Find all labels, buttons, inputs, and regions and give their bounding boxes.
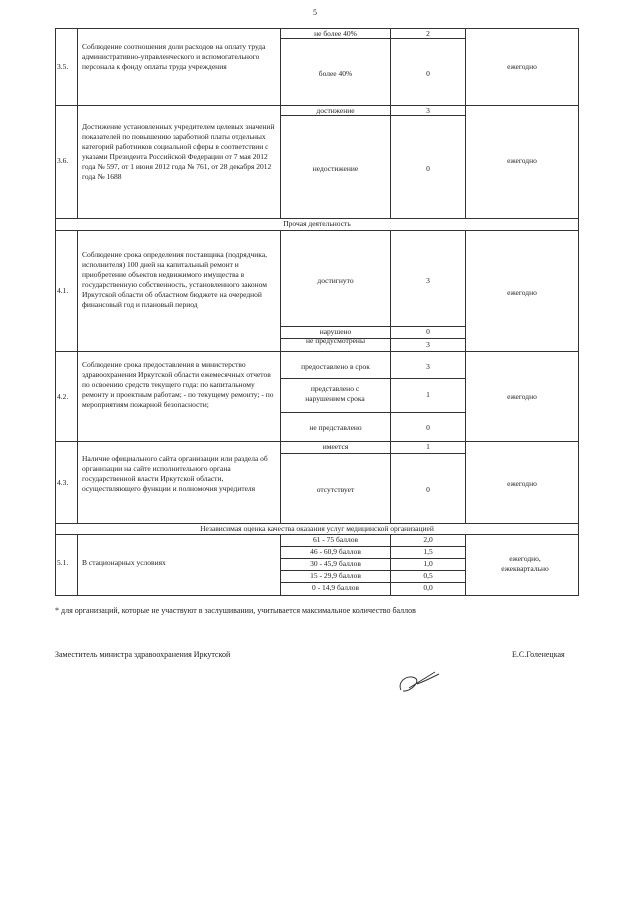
score-value: 0 <box>426 485 430 494</box>
condition-label: предоставлено в срок <box>301 362 370 371</box>
signatory-name: Е.С.Голенецкая <box>512 650 565 659</box>
row-number: 5.1. <box>57 558 69 567</box>
period-label: ежегодно, ежеквартально <box>501 554 549 573</box>
row-number: 4.2. <box>57 392 69 401</box>
score-value: 0 <box>426 327 430 336</box>
score-value: 0 <box>426 69 430 78</box>
grade-score: 0,0 <box>423 583 433 592</box>
score-value: 3 <box>426 340 430 349</box>
score-value: 0 <box>426 423 430 432</box>
grade-score: 1,0 <box>423 559 433 568</box>
row-number: 4.1. <box>57 286 69 295</box>
condition-label: нарушено <box>319 327 352 336</box>
criterion-text: Наличие официального сайта организации или раздела об организации на сайте исполнительного органа государственной власти Иркутской области, осуществляющего функции и полномочия учредителя <box>82 454 268 493</box>
grade-score: 2,0 <box>423 535 433 544</box>
score-value: 3 <box>426 106 430 115</box>
criterion-text: Соблюдение срока предоставления в министерство здравоохранения Иркутской области ежемесячных отчетов по освоению средств текущего года: по капитальному ремонту и проектным работам; - по текущему ремонту; - по мероприятиям пожарной безопасности; <box>82 360 274 409</box>
criterion-text: В стационарных условиях <box>82 558 166 567</box>
row-number: 4.3. <box>57 478 69 487</box>
period-label: ежегодно <box>507 479 537 488</box>
score-value: 3 <box>426 276 430 285</box>
score-value: 1 <box>426 442 430 451</box>
grade-range: 61 - 75 баллов <box>312 535 359 544</box>
period-label: ежегодно <box>507 288 537 297</box>
section-heading-quality: Независимая оценка качества оказания услуг медицинской организацией <box>200 524 434 533</box>
criterion-text: Соблюдение соотношения доли расходов на оплату труда административно-управленческого и вспомогательного персонала к фонду оплаты труда учреждения <box>82 42 266 71</box>
period-label: ежегодно <box>507 62 537 71</box>
period-label: ежегодно <box>507 156 537 165</box>
row-number: 3.5. <box>57 62 69 71</box>
section-heading-other: Прочая деятельность <box>283 219 351 228</box>
condition-label: более 40% <box>318 69 353 78</box>
condition-label: не более 40% <box>314 29 357 38</box>
condition-label: представлено с нарушением срока <box>305 384 365 403</box>
period-label: ежегодно <box>507 392 537 401</box>
condition-label: недостижение <box>312 164 359 173</box>
signatory-position: Заместитель министра здравоохранения Иркутской <box>55 650 231 659</box>
condition-label: отсутствует <box>316 485 355 494</box>
criterion-text: Соблюдение срока определения поставщика (подрядчика, исполнителя) 100 дней на капитальный ремонт и приобретение объектов недвижимого имущества в государственную собственность, установленного законом Иркутской области об областном бюджете на очередной финансовый год и плановый период <box>82 250 268 309</box>
score-value: 1 <box>426 390 430 399</box>
criterion-text: Достижение установленных учредителем целевых значений показателей по повышению заработной платы отдельных категорий работников социальной сферы в соответствии с указами Президента Российской Федерации от 7 мая 2012 года № 597, от 1 июня 2012 года № 761, от 28 декабря 2012 года № 1688 <box>82 122 275 181</box>
handwritten-signature <box>395 668 445 696</box>
grade-score: 0,5 <box>423 571 433 580</box>
score-value: 2 <box>426 29 430 38</box>
row-number: 3.6. <box>57 156 69 165</box>
grade-range: 30 - 45,9 баллов <box>310 559 361 568</box>
footnote: * для организаций, которые не участвуют в заслушивании, учитывается максимальное количество баллов <box>55 606 416 615</box>
grade-score: 1,5 <box>423 547 433 556</box>
score-value: 3 <box>426 362 430 371</box>
grade-range: 46 - 60,9 баллов <box>310 547 361 556</box>
condition-label: не представлено <box>309 423 362 432</box>
condition-label: не предусмотрены <box>305 336 365 345</box>
page-number: 5 <box>313 8 317 17</box>
grade-range: 15 - 29,9 баллов <box>310 571 361 580</box>
condition-label: имеется <box>322 442 349 451</box>
condition-label: достигнуто <box>317 276 354 285</box>
criteria-table <box>55 28 579 596</box>
condition-label: достижение <box>316 106 355 115</box>
score-value: 0 <box>426 164 430 173</box>
grade-range: 0 - 14,9 баллов <box>312 583 359 592</box>
